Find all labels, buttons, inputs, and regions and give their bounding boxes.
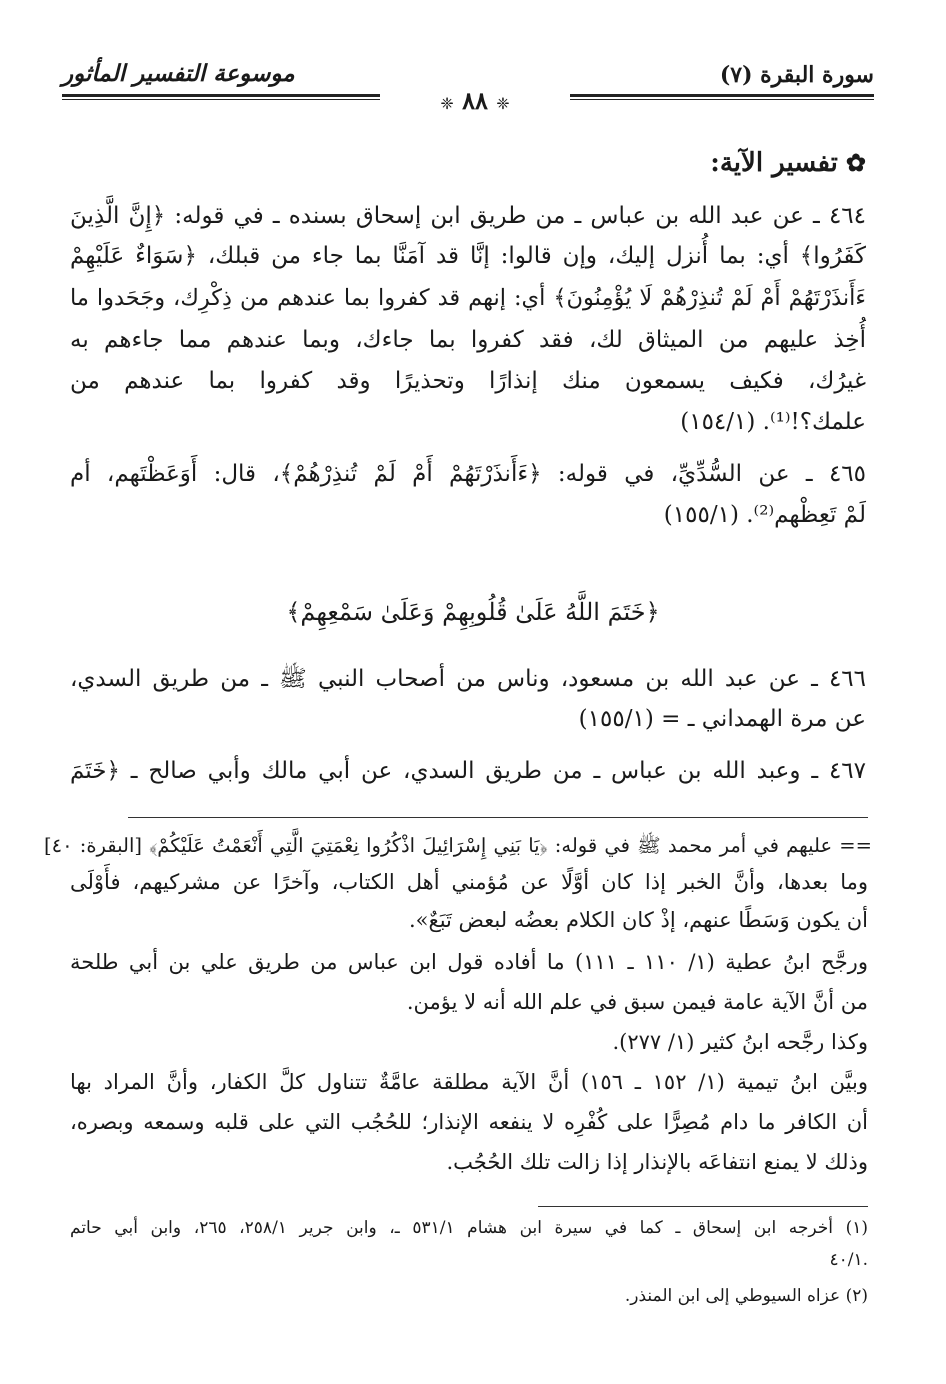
note-line-9: وذلك لا يمنع انتفاعَه بالإنذار إذا زالت تلك الحُجُب. [446, 1150, 868, 1174]
entry-464-line-1: ٤٦٤ ـ عن عبد الله بن عباس ـ من طريق ابن إسحاق بسنده ـ في قوله: ﴿إِنَّ الَّذِينَ [70, 203, 866, 229]
note-line-7: وبيَّن ابنُ تيمية (١/ ١٥٢ ـ ١٥٦) أنَّ الآية مطلقة عامَّةٌ تتناول كلَّ الكفار، وأنَّ المراد بها [70, 1070, 868, 1094]
entry-465-line-1: ٤٦٥ ـ عن السُّدِّيِّ، في قوله: ﴿ءَأَنذَرْتَهُمْ أَمْ لَمْ تُنذِرْهُمْ﴾، قال: أَوَعَظْتَهم، أم [70, 461, 866, 487]
section-heading [710, 148, 866, 178]
entry-466-line-2: عن مرة الهمداني ـ = (١٥٥/١) [578, 706, 866, 732]
ornament-icon: ❈ [496, 94, 510, 113]
footnote-1-line-2: .٤٠/١ [829, 1250, 868, 1270]
note-separator [128, 817, 868, 818]
entry-464-line-2: كَفَرُوا﴾ أي: بما أُنزل إليك، وإن قالوا: إنَّا قد آمَنَّا بما جاء من قبلك، ﴿سَوَاءٌ عَلَيْهِمْ [70, 243, 866, 269]
entry-466-line-1: ٤٦٦ ـ عن عبد الله بن مسعود، وناس من أصحاب النبي ﷺ ـ من طريق السدي، [70, 666, 866, 692]
entry-464-line-4: أُخِذ عليهم من الميثاق لك، فقد كفروا بما جاءك، وبما عندهم مما جاءهم به [70, 327, 866, 353]
note-line-3: أن يكون وَسَطًا عنهم، إذْ كان الكلام بعضُه لبعض تَبَعٌ». [409, 908, 868, 932]
page-number-text: ٨٨ [462, 86, 488, 115]
note-line-8: أن الكافر ما دام مُصِرًّا على كُفْرِه لا ينفعه الإنذار؛ للحُجُب التي على قلبه وسمعه وبصره، [70, 1110, 868, 1134]
note-line-1: == عليهم في أمر محمد ﷺ في قوله: ﴿يَا بَنِي إِسْرَائِيلَ اذْكُرُوا نِعْمَتِيَ الَّتِي أَنْعَمْتُ عَلَيْكُمْ﴾ [البقرة: ٤٠] [44, 834, 872, 857]
entry-464-line-6: علمك؟!⁽¹⁾. (١٥٤/١) [680, 409, 866, 435]
quranic-verse-heading: ﴿خَتَمَ اللَّهُ عَلَىٰ قُلُوبِهِمْ وَعَلَىٰ سَمْعِهِمْ﴾ [286, 598, 660, 626]
flower-icon: ✿ [845, 148, 866, 177]
section-heading-text: تفسير الآية: [710, 148, 838, 178]
note-line-2: وما بعدها، وأنَّ الخبر إذا كان أوَّلًا عن مُؤمني أهل الكتاب، وآخرًا عن مشركيهم، فأَوْلَى [70, 870, 868, 894]
entry-465-line-2: لَمْ تَعِظْهم⁽²⁾. (١٥٥/١) [663, 502, 866, 528]
running-header-surah: سورة البقرة (٧) [719, 62, 874, 88]
note-line-6: وكذا رجَّحه ابنُ كثير (١/ ٢٧٧). [612, 1030, 868, 1054]
note-line-4: ورجَّح ابنُ عطية (١/ ١١٠ ـ ١١١) ما أفاده قول ابن عباس من طريق علي بن أبي طلحة [70, 950, 868, 974]
footnote-1-line-1: (١) أخرجه ابن إسحاق ـ كما في سيرة ابن هشام ٥٣١/١ ـ، وابن جرير ٢٥٨/١، ٢٦٥، وابن أبي حاتم [70, 1218, 869, 1238]
footnote-separator [538, 1206, 868, 1207]
entry-464-line-5: غيرُك، فكيف يسمعون منك إنذارًا وتحذيرًا وقد كفروا بما عندهم من [70, 368, 866, 394]
ornament-icon: ❈ [440, 94, 454, 113]
footnote-2: (٢) عزاه السيوطي إلى ابن المنذر. [624, 1286, 868, 1306]
running-header-book-title: موسوعة التفسير المأثور [62, 60, 295, 87]
entry-464-line-3: ءَأَنذَرْتَهُمْ أَمْ لَمْ تُنذِرْهُمْ لَا يُؤْمِنُونَ﴾ أي: إنهم قد كفروا بما عندهم من ذِكْرِك، وجَحَدوا ما [70, 285, 866, 311]
note-line-5: من أنَّ الآية عامة فيمن سبق في علم الله أنه لا يؤمن. [406, 990, 868, 1014]
page-number [380, 86, 570, 115]
entry-467-line-1: ٤٦٧ ـ وعبد الله بن عباس ـ من طريق السدي، عن أبي مالك وأبي صالح ـ ﴿خَتَمَ [70, 758, 866, 784]
